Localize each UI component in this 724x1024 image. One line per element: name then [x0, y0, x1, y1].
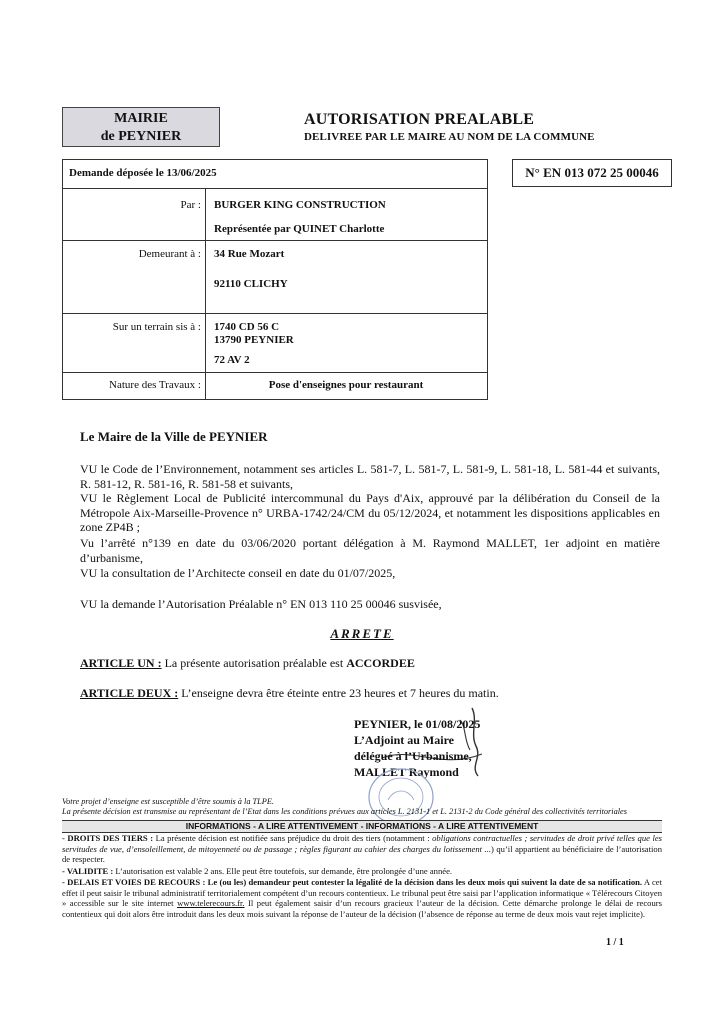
delais-text-2: Il peut également saisir d’un recours gracieux l’auteur de la décision. Cette démarche prolonge le délai de recours contentieux qui doit alors être introduit dans les deux mois suivant la réponse de l’auteur de la décision (l’absence de réponse au terme de deux mois vaut rejet implicite).	[62, 898, 662, 919]
delais-text-1: A cet effet il peut saisir le tribunal administratif territorialement compétent d’un recours contentieux. Le tribunal peut être saisi par l’application informatique « Télérecours Citoyen » accessible sur le site internet	[62, 877, 662, 909]
vu-consultation: VU la consultation de l’Architecte conseil en date du 01/07/2025,	[80, 566, 396, 580]
article-un-decision: ACCORDEE	[346, 656, 415, 670]
article-deux	[80, 686, 499, 701]
page-number: 1 / 1	[606, 937, 624, 948]
article-deux-label: ARTICLE DEUX :	[80, 686, 179, 700]
maire-title: Le Maire de la Ville de PEYNIER	[80, 429, 268, 444]
adresse-rue: 34 Rue Mozart	[214, 248, 285, 260]
par-representative: Représentée par QUINET Charlotte	[214, 223, 385, 235]
article-un	[80, 656, 415, 671]
adresse-ville: 92110 CLICHY	[214, 278, 288, 290]
terrain-label: Sur un terrain sis à :	[112, 321, 201, 333]
information-banner: INFORMATIONS - A LIRE ATTENTIVEMENT - INFORMATIONS - A LIRE ATTENTIVEMENT	[62, 820, 662, 833]
droits-italic: obligations contractuelles ; servitudes de droit privé telles que les servitudes de vue, d’ensoleillement, de mitoyenneté ou de passage ; règles figurant au cahier des charges du lotissement ...	[62, 833, 662, 854]
nature-value: Pose d'enseignes pour restaurant	[268, 379, 424, 391]
demeurant-label: Demeurant à :	[138, 248, 201, 260]
signature-place-date: PEYNIER, le 01/08/2025	[354, 717, 481, 731]
par-name: BURGER KING CONSTRUCTION	[214, 199, 386, 211]
demande-date: Demande déposée le 13/06/2025	[69, 167, 217, 179]
droits-text: La présente décision est notifiée sans préjudice du droit des tiers (notamment :	[153, 833, 433, 843]
table-divider	[63, 372, 487, 373]
vu-arrete-delegation: Vu l’arrêté n°139 en date du 03/06/2020 portant délégation à M. Raymond MALLET, 1er adjoint en matière d’urbanisme,	[80, 536, 660, 565]
mairie-box	[62, 107, 220, 147]
validite-label: - VALIDITE :	[62, 866, 114, 876]
mairie-line2: de PEYNIER	[100, 129, 182, 144]
signature-name: MALLET Raymond	[354, 765, 459, 779]
dossier-number: N° EN 013 072 25 00046	[512, 159, 672, 187]
nature-label: Nature des Travaux :	[109, 379, 201, 391]
delais-label: - DELAIS ET VOIES DE RECOURS : Le (ou les) demandeur peut contester la légalité de la décision dans les deux mois qui suivent la date de sa notification.	[62, 877, 643, 887]
validite-text: L’autorisation est valable 2 ans. Elle peut être toutefois, sur demande, être prolongée d’une année.	[113, 866, 453, 876]
droits-label: - DROITS DES TIERS :	[62, 833, 154, 843]
terrain-line1: 1740 CD 56 C	[214, 321, 280, 333]
table-divider	[63, 313, 487, 314]
signature-role: L’Adjoint au Maire	[354, 733, 455, 747]
tlpe-note: Votre projet d’enseigne est susceptible d’être soumis à la TLPE.	[62, 797, 274, 806]
transmission-note: La présente décision est transmise au représentant de l’Etat dans les conditions prévues aux articles L. 2131-1 et L. 2131-2 du Code général des collectivités territoriales	[62, 807, 627, 816]
par-label: Par :	[180, 199, 201, 211]
article-un-label: ARTICLE UN :	[80, 656, 162, 670]
table-column-divider	[205, 188, 206, 399]
terrain-line3: 72 AV 2	[214, 354, 250, 366]
mairie-stamp	[366, 766, 436, 828]
arrete-heading: ARRETE	[330, 626, 394, 641]
terrain-line2: 13790 PEYNIER	[214, 334, 294, 346]
telerecours-link[interactable]: www.telerecours.fr.	[177, 898, 245, 909]
article-deux-text: L’enseigne devra être éteinte entre 23 heures et 7 heures du matin.	[178, 686, 499, 700]
article-un-text: La présente autorisation préalable est	[161, 656, 347, 670]
vu-reglement-publicite: VU le Règlement Local de Publicité intercommunal du Pays d'Aix, approuvé par la délibération du Conseil de la Métropole Aix-Marseille-Provence n° URBA-1742/24/CM du 05/12/2024, et notamment les dispositions applicables en zone ZP4B ;	[80, 491, 660, 534]
document-subtitle: DELIVREE PAR LE MAIRE AU NOM DE LA COMMUNE	[304, 131, 595, 143]
mairie-line1: MAIRIE	[114, 111, 168, 126]
demande-table	[62, 159, 488, 400]
document-title: AUTORISATION PREALABLE	[304, 111, 535, 128]
droits-des-tiers	[62, 833, 662, 865]
validite	[62, 866, 662, 877]
delais-recours	[62, 877, 662, 919]
droits-end: ) qu’il appartient au bénéficiaire de l’autorisation de respecter.	[62, 843, 662, 865]
table-divider	[63, 240, 487, 241]
vu-demande: VU la demande l’Autorisation Préalable n° EN 013 110 25 00046 susvisée,	[80, 597, 442, 611]
table-divider	[63, 188, 487, 189]
vu-code-environnement: VU le Code de l’Environnement, notamment ses articles L. 581-7, L. 581-7, L. 581-9, L. 581-18, L. 581-44 et suivants, R. 581-12, R. 581-16, R. 581-58 et suivants,	[80, 462, 660, 491]
signature-delegation: délégué à l’Urbanisme,	[354, 749, 472, 763]
